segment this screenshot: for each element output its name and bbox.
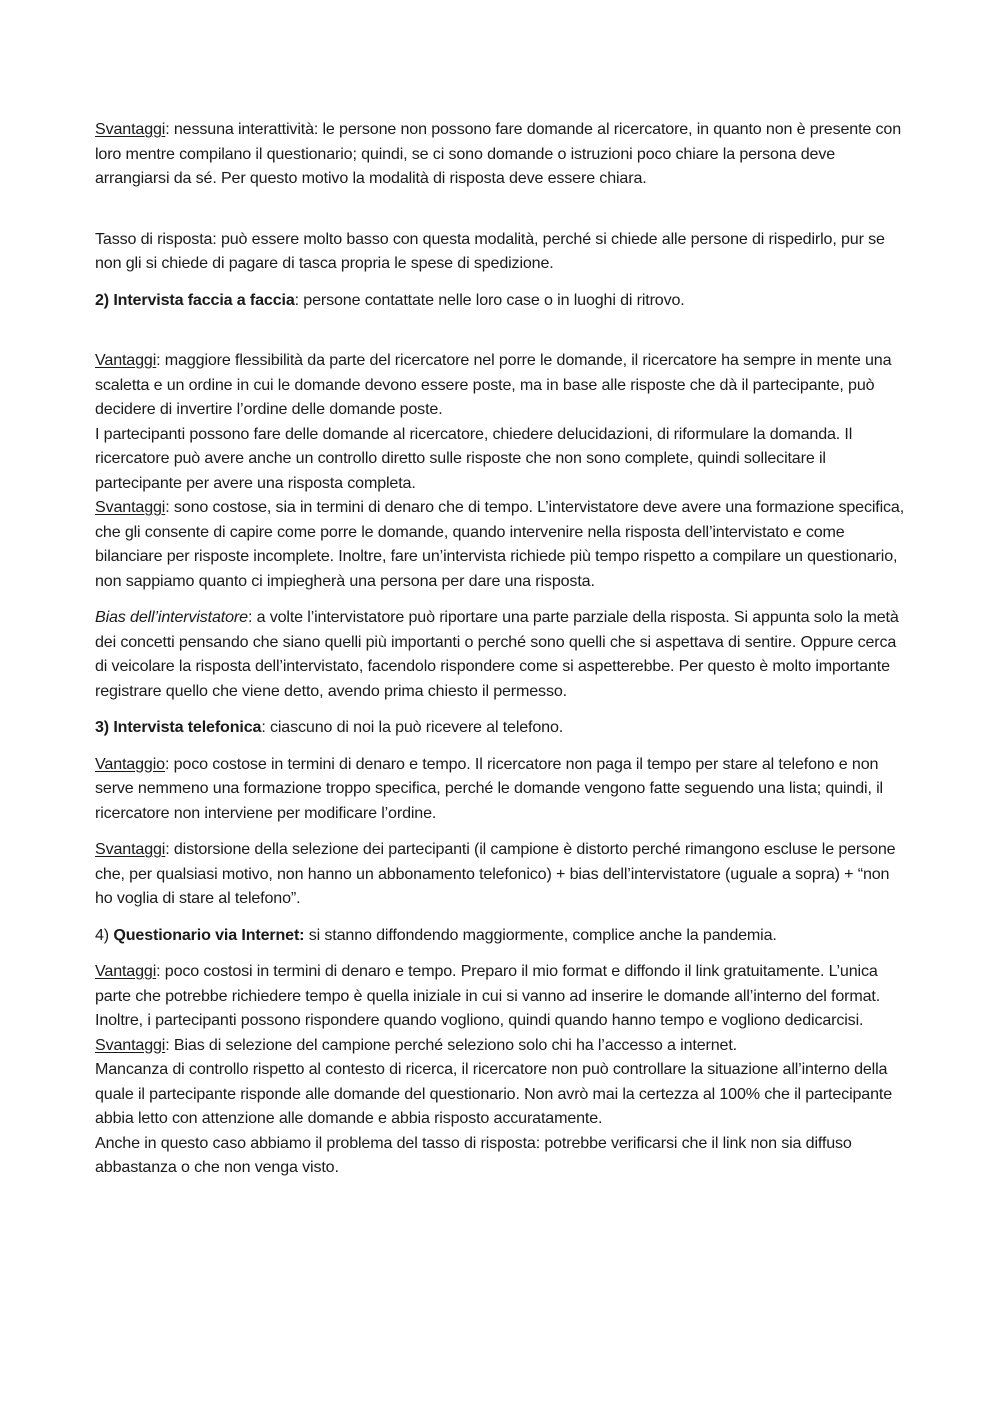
paragraph-text: : poco costosi in termini di denaro e tempo. Preparo il mio format e diffondo il link gratuitamente. L’unica parte che potrebbe richiedere tempo è quella iniziale in cui si vanno ad inserire le domande all’interno del format. <box>95 962 881 1005</box>
label-svantaggi: Svantaggi <box>95 840 166 858</box>
paragraph-text: Tasso di risposta: può essere molto basso con questa modalità, perché si chiede alle persone di rispedirlo, pur se non gli si chiede di pagare di tasca propria le spese di spedizione. <box>95 229 885 272</box>
heading-text: : ciascuno di noi la può ricevere al telefono. <box>261 718 564 736</box>
paragraph-text: : nessuna interattività: le persone non possono fare domande al ricercatore, in quanto non è presente con loro mentre compilano il questionario; quindi, se ci sono domande o istruzioni poco chiare la persona deve arrangiarsi da sé. Per questo motivo la modalità di risposta deve essere chiara. <box>95 120 902 187</box>
label-svantaggi: Svantaggi <box>95 1035 166 1054</box>
heading-text: si stanno diffondendo maggiormente, complice anche la pandemia. <box>304 925 777 944</box>
paragraph-svantaggi-faccia <box>95 495 910 593</box>
label-bias: Bias dell’intervistatore <box>95 608 248 626</box>
paragraph-text: : a volte l’intervistatore può riportare una parte parziale della risposta. Si appunta solo la metà dei concetti pensando che siano quelli più importanti o perché sono quelli che si aspettava di sentire. Oppure cerca di veicolare la risposta dell’intervistato, facendolo rispondere come si aspetterebbe. Per questo è molto importante registrare quello che viene detto, avendo prima chiesto il permesso. <box>95 608 899 700</box>
label-vantaggi: Vantaggi <box>95 962 157 980</box>
paragraph-vantaggi-internet <box>95 959 910 1008</box>
paragraph-text: : sono costose, sia in termini di denaro che di tempo. L’intervistatore deve avere una formazione specifica, che gli consente di capire come porre le domande, quando intervenire nella risposta dell’intervistato e come bilanciare per risposte incomplete. Inoltre, fare un’intervista richiede più tempo rispetto a compilare un questionario, non sappiamo quanto ci impiegherà una persona per dare una risposta. <box>95 498 905 590</box>
label-vantaggi: Vantaggi <box>95 351 157 369</box>
heading-label: 2) Intervista faccia a faccia <box>95 290 295 309</box>
paragraph-text: : distorsione della selezione dei partecipanti (il campione è distorto perché rimangono escluse le persone che, per qualsiasi motivo, non hanno un abbonamento telefonico) + bias dell’intervistatore (uguale a sopra) + “non ho voglia di stare al telefono”. <box>95 840 896 907</box>
heading-intervista-telefonica <box>95 715 910 740</box>
paragraph-svantaggi-internet <box>95 1033 910 1058</box>
label-vantaggio: Vantaggio <box>95 754 165 773</box>
paragraph-vantaggi-internet-continued <box>95 1008 910 1033</box>
paragraph-text: I partecipanti possono fare delle domande al ricercatore, chiedere delucidazioni, di riformulare la domanda. Il ricercatore può avere anche un controllo diretto sulle risposte che non sono complete, quindi sollecitare il partecipante per avere una risposta completa. <box>95 424 853 492</box>
paragraph-vantaggi-faccia <box>95 348 910 422</box>
heading-prefix: 4) <box>95 925 114 944</box>
heading-questionario-internet <box>95 923 910 948</box>
paragraph-svantaggi-internet-tasso <box>95 1131 910 1180</box>
paragraph-text: : Bias di selezione del campione perché seleziono solo chi ha l’accesso a internet. <box>165 1035 737 1054</box>
paragraph-svantaggi-internet-continued <box>95 1057 910 1131</box>
paragraph-svantaggi-postale <box>95 117 910 191</box>
heading-label: 3) Intervista telefonica <box>95 718 262 736</box>
label-svantaggi: Svantaggi <box>95 498 166 516</box>
paragraph-text: : maggiore flessibilità da parte del ricercatore nel porre le domande, il ricercatore ha sempre in mente una scaletta e un ordine in cui le domande devono essere poste, ma in base alle risposte che dà il partecipante, può decidere di invertire l’ordine delle domande poste. <box>95 351 892 418</box>
paragraph-bias-intervistatore <box>95 605 910 703</box>
paragraph-text: Inoltre, i partecipanti possono rispondere quando vogliono, quindi quando hanno tempo e vogliono dedicarcisi. <box>95 1011 864 1029</box>
heading-text: : persone contattate nelle loro case o in luoghi di ritrovo. <box>294 290 685 309</box>
paragraph-text: Anche in questo caso abbiamo il problema del tasso di risposta: potrebbe verificarsi che il link non sia diffuso abbastanza o che non venga visto. <box>95 1133 852 1176</box>
paragraph-vantaggi-faccia-continued <box>95 422 910 496</box>
paragraph-text: Mancanza di controllo rispetto al contesto di ricerca, il ricercatore non può controllare la situazione all’interno della quale il partecipante risponde alle domande del questionario. Non avrò mai la certezza al 100% che il partecipante abbia letto con attenzione alle domande e abbia risposto accuratamente. <box>95 1060 893 1127</box>
document-page <box>95 117 910 1180</box>
paragraph-tasso-risposta <box>95 227 910 276</box>
paragraph-text: : poco costose in termini di denaro e tempo. Il ricercatore non paga il tempo per stare al telefono e non serve nemmeno una formazione troppo specifica, perché le domande vengono fatte seguendo una lista; quindi, il ricercatore non interviene per modificare l’ordine. <box>95 754 883 822</box>
heading-label: Questionario via Internet: <box>113 925 305 944</box>
paragraph-vantaggio-telefonica <box>95 752 910 826</box>
heading-intervista-faccia-a-faccia <box>95 288 910 313</box>
label-svantaggi: Svantaggi <box>95 120 166 138</box>
paragraph-svantaggi-telefonica <box>95 837 910 911</box>
